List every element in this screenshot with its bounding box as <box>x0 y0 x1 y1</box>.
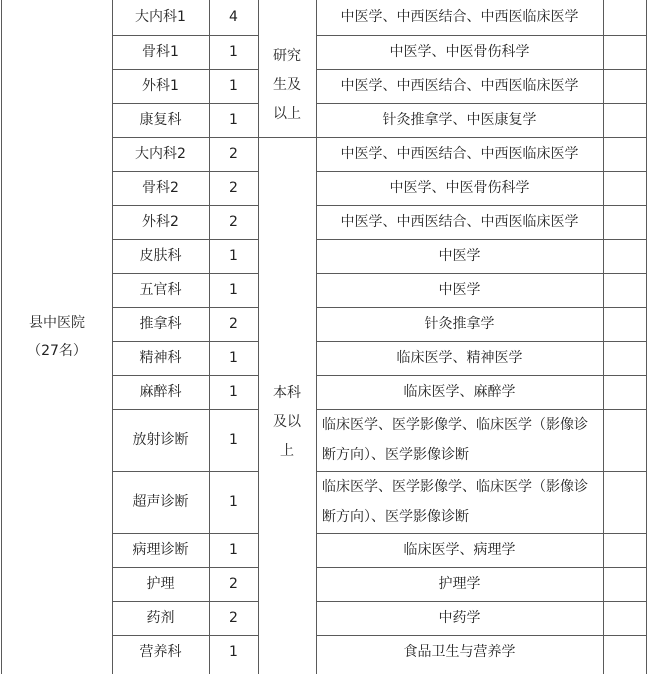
department-name: 外科1 <box>142 77 179 94</box>
quota-value: 1 <box>229 43 238 60</box>
grid-line <box>316 205 646 206</box>
quota-cell <box>209 601 258 635</box>
empty-cell <box>603 273 646 307</box>
department-name: 大内科1 <box>135 9 186 26</box>
quota-value: 2 <box>229 609 238 626</box>
grid-line <box>316 239 646 240</box>
empty-cell <box>603 35 646 69</box>
empty-cell <box>603 409 646 471</box>
quota-value: 2 <box>229 575 238 592</box>
quota-cell <box>209 341 258 375</box>
major-cell <box>316 409 603 471</box>
major-requirement: 临床医学、精神医学 <box>396 349 523 366</box>
grid-line <box>209 0 210 674</box>
grid-line <box>258 137 316 138</box>
quota-value: 1 <box>229 541 238 558</box>
major-requirement: 中医学、中西医结合、中西医临床医学 <box>340 145 579 162</box>
major-requirement: 临床医学、医学影像学、临床医学（影像诊断方向）、医学影像诊断 <box>322 417 588 463</box>
education-level-bachelor: 本科 及以 上 <box>273 385 301 459</box>
department-cell <box>112 273 209 307</box>
department-cell <box>112 375 209 409</box>
major-requirement: 临床医学、病理学 <box>403 541 516 558</box>
quota-cell <box>209 273 258 307</box>
grid-line <box>112 635 258 636</box>
grid-line <box>112 533 258 534</box>
grid-line <box>112 239 258 240</box>
quota-cell <box>209 567 258 601</box>
department-name: 超声诊断 <box>132 493 189 510</box>
department-cell <box>112 307 209 341</box>
grid-line <box>316 341 646 342</box>
grid-line <box>112 471 258 472</box>
grid-line <box>316 601 646 602</box>
major-requirement: 针灸推拿学 <box>424 315 495 332</box>
empty-cell <box>603 567 646 601</box>
department-name: 大内科2 <box>135 145 186 162</box>
hospital-cell <box>2 0 112 674</box>
quota-value: 2 <box>229 213 238 230</box>
empty-cell <box>603 341 646 375</box>
quota-value: 1 <box>229 383 238 400</box>
department-name: 五官科 <box>139 281 182 298</box>
department-cell <box>112 409 209 471</box>
major-requirement: 中医学、中西医结合、中西医临床医学 <box>340 9 579 26</box>
department-cell <box>112 69 209 103</box>
major-cell <box>316 375 603 409</box>
grid-line <box>1 0 2 674</box>
quota-value: 1 <box>229 281 238 298</box>
empty-cell <box>603 0 646 35</box>
grid-line <box>112 601 258 602</box>
empty-cell <box>603 137 646 171</box>
major-requirement: 中药学 <box>438 609 481 626</box>
empty-cell <box>603 307 646 341</box>
quota-value: 2 <box>229 145 238 162</box>
major-requirement: 中医学 <box>438 281 481 298</box>
department-name: 营养科 <box>139 643 182 660</box>
empty-cell <box>603 635 646 669</box>
major-cell <box>316 35 603 69</box>
department-name: 病理诊断 <box>132 541 189 558</box>
grid-line <box>316 137 646 138</box>
major-cell <box>316 471 603 533</box>
quota-cell <box>209 635 258 669</box>
major-cell <box>316 103 603 137</box>
department-cell <box>112 239 209 273</box>
major-requirement: 中医学、中西医结合、中西医临床医学 <box>340 213 579 230</box>
quota-cell <box>209 103 258 137</box>
grid-line <box>112 341 258 342</box>
major-cell <box>316 69 603 103</box>
quota-cell <box>209 409 258 471</box>
empty-cell <box>603 103 646 137</box>
grid-line <box>646 0 647 674</box>
major-requirement: 中医学、中医骨伤科学 <box>389 43 530 60</box>
grid-line <box>603 0 604 674</box>
quota-value: 1 <box>229 247 238 264</box>
quota-cell <box>209 375 258 409</box>
major-cell <box>316 205 603 239</box>
grid-line <box>112 409 258 410</box>
major-cell <box>316 341 603 375</box>
grid-line <box>112 171 258 172</box>
major-cell <box>316 601 603 635</box>
quota-value: 1 <box>229 643 238 660</box>
grid-line <box>316 35 646 36</box>
grid-line <box>316 69 646 70</box>
grid-line <box>316 0 317 674</box>
department-name: 皮肤科 <box>139 247 182 264</box>
grid-line <box>316 171 646 172</box>
education-level-cell <box>258 171 316 674</box>
quota-value: 1 <box>229 111 238 128</box>
empty-cell <box>603 601 646 635</box>
grid-line <box>316 567 646 568</box>
education-level-cell <box>258 0 316 171</box>
quota-cell <box>209 471 258 533</box>
major-cell <box>316 635 603 669</box>
department-cell <box>112 471 209 533</box>
grid-line <box>112 307 258 308</box>
quota-cell <box>209 69 258 103</box>
quota-value: 4 <box>229 9 238 26</box>
department-cell <box>112 0 209 35</box>
department-name: 麻醉科 <box>139 383 182 400</box>
department-name: 放射诊断 <box>132 431 189 448</box>
department-cell <box>112 567 209 601</box>
department-cell <box>112 635 209 669</box>
grid-line <box>112 69 258 70</box>
empty-cell <box>603 171 646 205</box>
quota-value: 1 <box>229 431 238 448</box>
empty-cell <box>603 471 646 533</box>
quota-value: 2 <box>229 179 238 196</box>
major-requirement: 中医学、中西医结合、中西医临床医学 <box>340 77 579 94</box>
department-cell <box>112 533 209 567</box>
grid-line <box>316 273 646 274</box>
department-cell <box>112 137 209 171</box>
department-name: 骨科2 <box>142 179 179 196</box>
department-cell <box>112 171 209 205</box>
quota-cell <box>209 171 258 205</box>
grid-line <box>112 0 113 674</box>
grid-line <box>316 533 646 534</box>
major-cell <box>316 533 603 567</box>
major-cell <box>316 171 603 205</box>
department-name: 药剂 <box>146 609 175 626</box>
major-cell <box>316 273 603 307</box>
major-requirement: 中医学、中医骨伤科学 <box>389 179 530 196</box>
grid-line <box>112 35 258 36</box>
quota-value: 1 <box>229 493 238 510</box>
major-requirement: 护理学 <box>438 575 481 592</box>
department-name: 护理 <box>146 575 175 592</box>
major-requirement: 食品卫生与营养学 <box>403 643 516 660</box>
quota-cell <box>209 0 258 35</box>
department-name: 骨科1 <box>142 43 179 60</box>
empty-cell <box>603 205 646 239</box>
empty-cell <box>603 69 646 103</box>
quota-value: 1 <box>229 349 238 366</box>
grid-line <box>112 567 258 568</box>
major-cell <box>316 239 603 273</box>
major-cell <box>316 0 603 35</box>
major-cell <box>316 307 603 341</box>
department-cell <box>112 601 209 635</box>
department-cell <box>112 35 209 69</box>
quota-value: 1 <box>229 77 238 94</box>
major-requirement: 临床医学、医学影像学、临床医学（影像诊断方向）、医学影像诊断 <box>322 479 588 525</box>
empty-cell <box>603 239 646 273</box>
quota-cell <box>209 35 258 69</box>
grid-line <box>316 409 646 410</box>
education-level-postgraduate: 研究 生及 以上 <box>273 48 301 122</box>
grid-line <box>258 0 259 674</box>
hospital-name: 县中医院 <box>29 314 85 331</box>
grid-line <box>112 273 258 274</box>
department-cell <box>112 205 209 239</box>
department-name: 推拿科 <box>139 315 182 332</box>
department-cell <box>112 103 209 137</box>
quota-value: 2 <box>229 315 238 332</box>
department-name: 精神科 <box>139 349 182 366</box>
department-name: 康复科 <box>139 111 182 128</box>
empty-cell <box>603 375 646 409</box>
grid-line <box>112 103 258 104</box>
major-cell <box>316 567 603 601</box>
hospital-count: （27名） <box>27 343 87 359</box>
quota-cell <box>209 533 258 567</box>
major-requirement: 针灸推拿学、中医康复学 <box>382 111 537 128</box>
quota-cell <box>209 205 258 239</box>
quota-cell <box>209 239 258 273</box>
major-requirement: 中医学 <box>438 247 481 264</box>
major-requirement: 临床医学、麻醉学 <box>403 383 516 400</box>
quota-cell <box>209 137 258 171</box>
grid-line <box>112 205 258 206</box>
grid-line <box>316 471 646 472</box>
grid-line <box>316 307 646 308</box>
department-cell <box>112 341 209 375</box>
grid-line <box>316 635 646 636</box>
grid-line <box>316 103 646 104</box>
grid-line <box>112 137 258 138</box>
empty-cell <box>603 533 646 567</box>
grid-line <box>112 375 258 376</box>
quota-cell <box>209 307 258 341</box>
major-cell <box>316 137 603 171</box>
department-name: 外科2 <box>142 213 179 230</box>
grid-line <box>316 375 646 376</box>
